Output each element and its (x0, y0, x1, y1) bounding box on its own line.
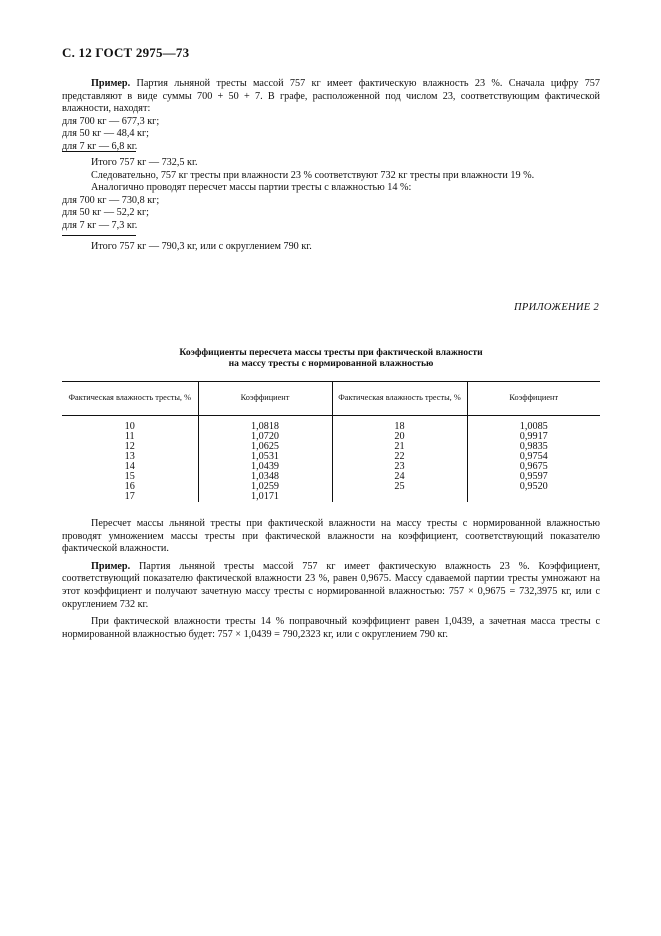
example-1-section (62, 78, 600, 154)
left-moisture-column (62, 416, 198, 503)
table-cell: 0,9520 (519, 481, 548, 492)
table-title-line-2: на массу тресты с нормированной влажностью (228, 358, 434, 369)
header-coef-right: Коэффициент (467, 382, 600, 416)
example-2-paragraph (62, 561, 600, 611)
table-cell: 22 (394, 451, 405, 462)
after-table-section (62, 518, 600, 641)
table-cell: 24 (394, 471, 405, 482)
table-cell: 0,9835 (519, 441, 548, 452)
table-cell: 1,0085 (519, 421, 548, 432)
example-1-intro (62, 78, 600, 116)
table-cell: 20 (394, 431, 405, 442)
table-cell: 23 (394, 461, 405, 472)
table-cell: 0,9597 (519, 471, 548, 482)
total-a: Итого 757 кг — 732,5 кг. (91, 157, 198, 168)
sum-rule-a (62, 151, 136, 152)
calc-line-b-50: для 50 кг — 52,2 кг; (62, 207, 149, 219)
header-moisture-left: Фактическая влажность тресты, % (62, 382, 198, 416)
header-coef-left: Коэффициент (198, 382, 332, 416)
table-cell: 16 (124, 481, 135, 492)
table-cell: 21 (394, 441, 405, 452)
table-header-row (62, 382, 600, 416)
example-1-lead: Пример. (91, 78, 131, 89)
recalc-paragraph: Пересчет массы льняной тресты при фактической влажности на массу тресты с нормированной влажностью проводят умножением массы тресты при фактической влажности на коэффициент, соответствующий показателю фактической влажности. (62, 518, 600, 555)
table-cell: 14 (124, 461, 135, 472)
table-cell: 1,0720 (250, 431, 279, 442)
total-b: Итого 757 кг — 790,3 кг, или с округлением 790 кг. (91, 241, 312, 252)
calc-line-a-50: для 50 кг — 48,4 кг; (62, 128, 149, 140)
table-cell: 1,0818 (250, 421, 279, 432)
calc-line-b-700: для 700 кг — 730,8 кг; (62, 194, 160, 206)
calc-line-b-7: для 7 кг — 7,3 кг. (62, 219, 138, 231)
header-moisture-right: Фактическая влажность тресты, % (332, 382, 467, 416)
calc-line-a-700: для 700 кг — 677,3 кг; (62, 115, 160, 127)
table-cell: 0,9917 (519, 431, 548, 442)
table-cell: 1,0439 (250, 461, 279, 472)
example-1-continued (62, 157, 600, 233)
table-title-line-1: Коэффициенты пересчета массы тресты при фактической влажности (179, 347, 483, 358)
right-coef-column (467, 416, 600, 503)
table-cell: 12 (124, 441, 135, 452)
page-header: С. 12 ГОСТ 2975—73 (62, 45, 190, 60)
table-cell: 17 (124, 491, 135, 502)
similarly-text: Аналогично проводят пересчет массы партии тресты с влажностью 14 %: (91, 182, 412, 194)
table-cell: 11 (124, 431, 135, 442)
table-cell: 1,0625 (250, 441, 279, 452)
example-1-intro-text: Партия льняной тресты массой 757 кг имеет фактическую влажность 23 %. Сначала цифру 757 представляют в виде суммы 700 + 50 + 7. В графе, расположенной под числом 23, соответствующим фактической влажности, находят: (62, 78, 600, 115)
calc-line-a-7: для 7 кг — 6,8 кг. (62, 140, 138, 152)
table-cell: 15 (124, 471, 135, 482)
total-b-block (62, 241, 600, 254)
table-cell: 25 (394, 481, 405, 492)
example-2-lead: Пример. (91, 560, 131, 572)
table-cell: 1,0348 (250, 471, 279, 482)
table-cell: 0,9754 (519, 451, 548, 462)
table-body-row (62, 416, 600, 503)
table-cell: 1,0171 (250, 491, 279, 502)
left-coef-column (198, 416, 332, 503)
table-cell: 13 (124, 451, 135, 462)
example-2-text: Партия льняной тресты массой 757 кг имеет фактическую влажность 23 %. Коэффициент, соответствующий показателю фактической влажности 23 %, равен 0,9675. Массу сдаваемой партии тресты умножают на этот коэффициент и получают зачетную массу тресты с нормированной влажностью: 757 × 0,9675 = 732,3975 кг, или с округлением 732 кг. (62, 560, 600, 610)
appendix-label: ПРИЛОЖЕНИЕ 2 (514, 302, 599, 313)
table-cell: 1,0259 (250, 481, 279, 492)
sum-rule-b (62, 235, 136, 236)
table-cell: 1,0531 (250, 451, 279, 462)
coefficient-table (62, 381, 600, 502)
table-cell: 10 (124, 421, 135, 432)
consequently-text: Следовательно, 757 кг тресты при влажности 23 % соответствуют 732 кг тресты при влажности 19 %. (91, 169, 535, 181)
correction-paragraph: При фактической влажности тресты 14 % поправочный коэффициент равен 1,0439, а зачетная масса тресты с нормированной влажностью будет: 757 × 1,0439 = 790,2323 кг, или с округлением 790 кг. (62, 616, 600, 640)
table-cell: 18 (394, 421, 405, 432)
table-cell: 0,9675 (519, 461, 548, 472)
right-moisture-column (332, 416, 467, 503)
